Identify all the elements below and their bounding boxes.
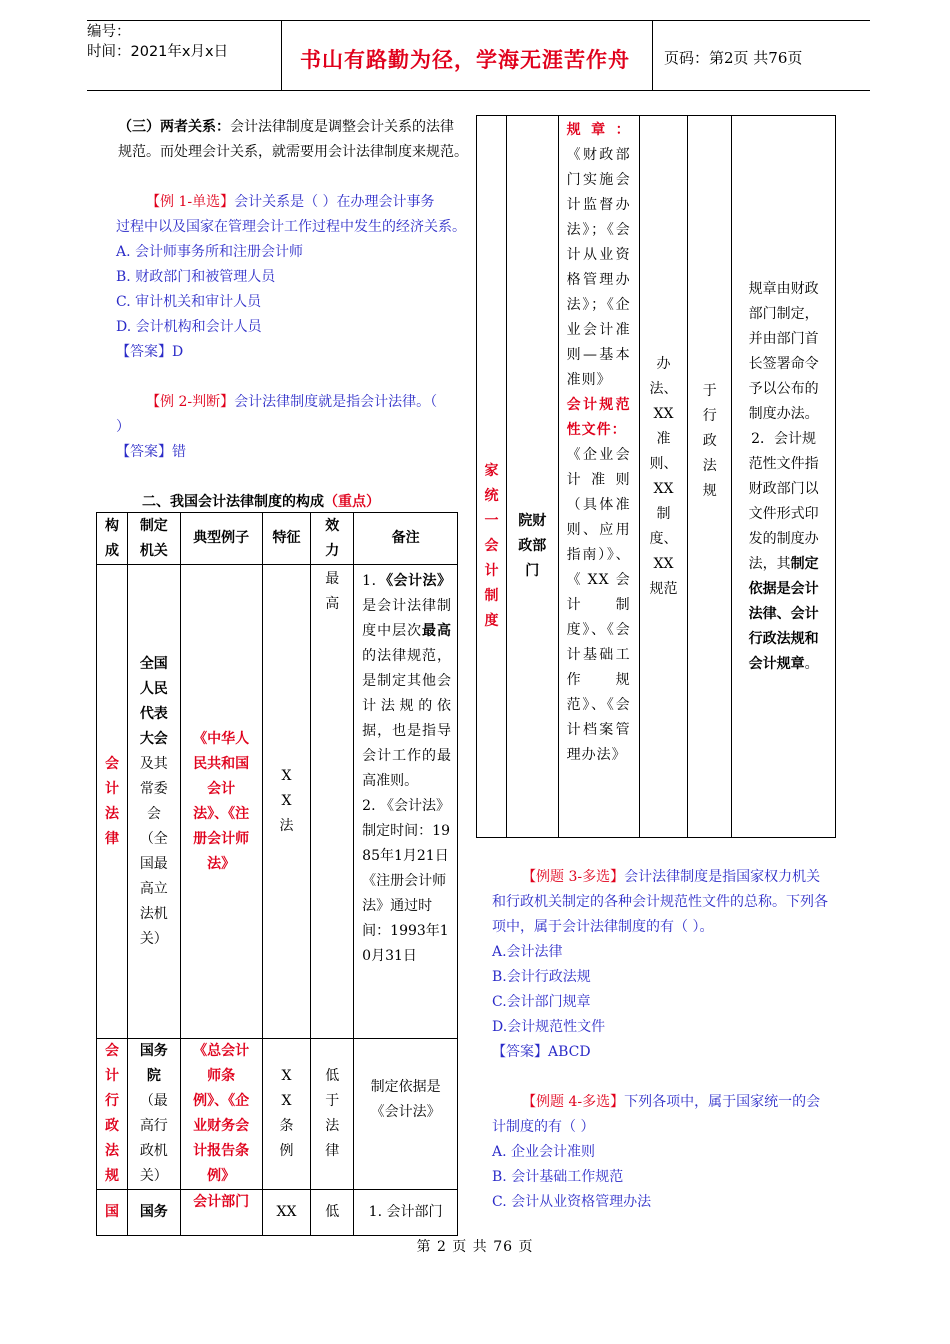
ex3-question-line-1: 【例题 3-多选】会计法律制度是指国家权力机关 bbox=[522, 869, 821, 885]
effect-cell: 最高 bbox=[311, 565, 354, 1039]
ex4-option-a: A. 企业会计准则 bbox=[492, 1144, 596, 1160]
number-label: 编号： bbox=[87, 24, 131, 40]
page-footer: 第 2 页 共 76 页 bbox=[416, 1239, 534, 1255]
feature-cell: 办法、XX准则、XX制度、XX规范 bbox=[639, 116, 688, 838]
organ-cell: 院财政部门 bbox=[506, 116, 558, 838]
effect-cell: 低 bbox=[311, 1190, 354, 1236]
ex4-option-c: C. 会计从业资格管理办法 bbox=[492, 1194, 652, 1210]
note-cell: 1．《会计法》是会计法律制度中层次最高的法律规范，是制定其他会计法规的依据，也是指导会计工作的最高准则。 2. 《会计法》制定时间：1985年1月21日 《注册会计师法》通过时间：1993年10月31日 bbox=[354, 565, 458, 1039]
header-divider-left bbox=[281, 20, 282, 90]
header-bottom-rule bbox=[87, 90, 870, 91]
ex4-option-b: B. 会计基础工作规范 bbox=[492, 1169, 624, 1185]
ex1-option-d: D. 会计机构和会计人员 bbox=[116, 319, 262, 335]
table-row bbox=[477, 116, 836, 838]
table-row bbox=[97, 1039, 458, 1190]
ex4-question-line-2: 计制度的有（ ） bbox=[492, 1119, 595, 1135]
legal-system-table bbox=[96, 512, 458, 1236]
ex3-option-a: A.会计法律 bbox=[492, 944, 563, 960]
ex1-question-line-2: 过程中以及国家在管理会计工作过程中发生的经济关系。 bbox=[116, 219, 466, 235]
unified-system-table bbox=[476, 115, 836, 838]
header-meta bbox=[87, 22, 277, 62]
ex1-option-c: C. 审计机关和审计人员 bbox=[116, 294, 262, 310]
example-cell: 规章： 《财政部门实施会计监督办法》；《会计从业资格管理办法》；《企业会计准则—基本准则》 会计规范性文件： 《企业会计准则（具体准则、应用指南）》、《XX会计制度》、《会计基础工作规范》、《会计档案管理办法》 bbox=[558, 116, 639, 838]
ex3-option-b: B.会计行政法规 bbox=[492, 969, 591, 985]
ex1-option-a: A. 会计师事务所和注册会计师 bbox=[116, 244, 304, 260]
page-info: 页码：第2页 共76页 bbox=[664, 49, 803, 67]
organ-cell: 全国人民代表大会及其常委会（全国最高立法机关） bbox=[127, 565, 180, 1039]
ex3-question-line-3: 项中，属于会计法律制度的有（ ）。 bbox=[492, 919, 714, 935]
feature-cell: XX bbox=[262, 1190, 311, 1236]
ex2-answer: 【答案】错 bbox=[116, 444, 186, 460]
section-title: 二、我国会计法律制度的构成（重点） bbox=[142, 494, 380, 510]
effect-cell: 低于法律 bbox=[311, 1039, 354, 1190]
ex3-question-line-2: 和行政机关制定的各种会计规范性文件的总称。下列各 bbox=[492, 894, 828, 910]
feature-cell: XX条例 bbox=[262, 1039, 311, 1190]
organ-cell: 国务院（最高行政机关） bbox=[127, 1039, 180, 1190]
note-cell: 制定依据是《会计法》 bbox=[354, 1039, 458, 1190]
example-cell: 会计部门 bbox=[180, 1190, 262, 1236]
ex4-question-line-1: 【例题 4-多选】下列各项中，属于国家统一的会 bbox=[522, 1094, 821, 1110]
type-cell: 国 bbox=[97, 1190, 128, 1236]
type-cell: 家统一会计制度 bbox=[477, 116, 507, 838]
ex1-question-line-1: 【例 1-单选】会计关系是（ ）在办理会计事务 bbox=[146, 194, 435, 210]
header-cell: 制定机关 bbox=[127, 513, 180, 565]
type-cell: 会计法律 bbox=[97, 565, 128, 1039]
note-cell: 规章由财政部门制定，并由部门首长签署命令予以公布的制度办法。 2．会计规范性文件指财政部门以文件形式印发的制度办法，其制定依据是会计法律、会计行政法规和会计规章。 bbox=[732, 116, 836, 838]
example-cell: 《中华人民共和国会计法》、《注册会计师法》 bbox=[180, 565, 262, 1039]
feature-cell: XX法 bbox=[262, 565, 311, 1039]
header-cell: 特征 bbox=[262, 513, 311, 565]
organ-cell: 国务 bbox=[127, 1190, 180, 1236]
table-header-row bbox=[97, 513, 458, 565]
time-label: 时间：2021年x月x日 bbox=[87, 44, 229, 60]
example-cell: 《总会计师条例》、《企业财务会计报告条例》 bbox=[180, 1039, 262, 1190]
header-cell: 构成 bbox=[97, 513, 128, 565]
effect-cell: 于行政法规 bbox=[688, 116, 732, 838]
table-row bbox=[97, 1190, 458, 1236]
ex3-option-c: C.会计部门规章 bbox=[492, 994, 591, 1010]
ex3-answer: 【答案】ABCD bbox=[492, 1044, 591, 1060]
relation-line-2: 规范。而处理会计关系，就需要用会计法律制度来规范。 bbox=[118, 144, 468, 160]
header-top-rule bbox=[87, 20, 870, 21]
ex2-question-line-2: ） bbox=[116, 419, 130, 435]
header-divider-right bbox=[652, 20, 653, 90]
header-cell: 效力 bbox=[311, 513, 354, 565]
type-cell: 会计行政法规 bbox=[97, 1039, 128, 1190]
table-row bbox=[97, 565, 458, 1039]
note-cell: 1. 会计部门 bbox=[354, 1190, 458, 1236]
ex2-question-line-1: 【例 2-判断】会计法律制度就是指会计法律。（ bbox=[146, 394, 438, 410]
header-cell: 典型例子 bbox=[180, 513, 262, 565]
ex1-option-b: B. 财政部门和被管理人员 bbox=[116, 269, 276, 285]
header-motto: 书山有路勤为径，学海无涯苦作舟 bbox=[300, 47, 630, 72]
relation-line-1: （三）两者关系：会计法律制度是调整会计关系的法律 bbox=[118, 119, 454, 135]
header-cell: 备注 bbox=[354, 513, 458, 565]
ex3-option-d: D.会计规范性文件 bbox=[492, 1019, 606, 1035]
ex1-answer: 【答案】D bbox=[116, 344, 184, 360]
